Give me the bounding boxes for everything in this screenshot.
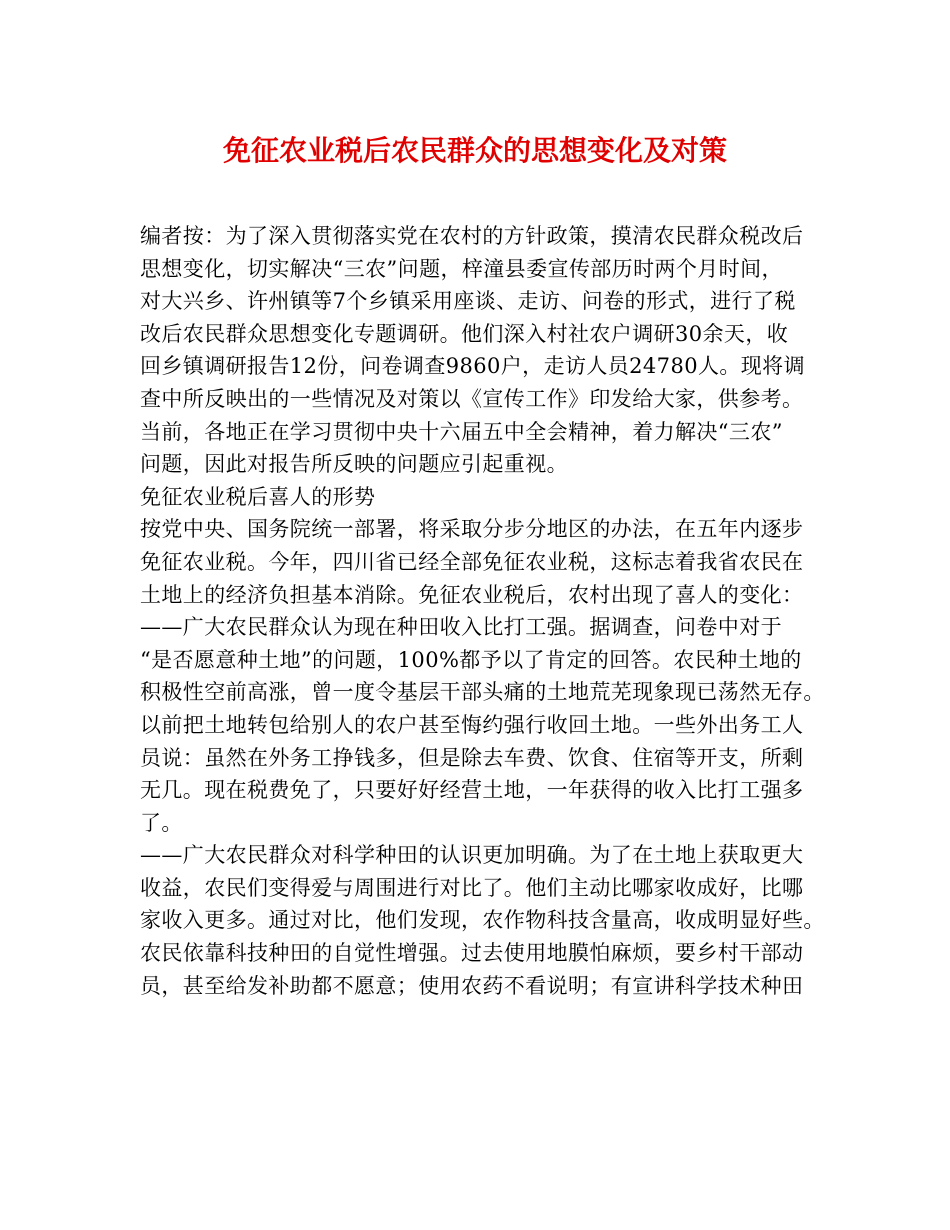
text-line: 改后农民群众思想变化专题调研。他们深入村社农户调研30余天，收 [140,321,789,346]
text-line: 了。 [140,810,183,835]
text-line: 收益，农民们变得爱与周围进行对比了。他们主动比哪家收成好，比哪 [140,875,804,900]
text-line: 员说：虽然在外务工挣钱多，但是除去车费、饮食、住宿等开支，所剩 [140,745,804,770]
page-title: 免征农业税后农民群众的思想变化及对策 [222,134,727,167]
text-line: 农民依靠科技种田的自觉性增强。过去使用地膜怕麻烦，要乡村干部动 [140,941,804,966]
text-line: 编者按：为了深入贯彻落实党在农村的方针政策，摸清农民群众税改后 [140,224,804,248]
text-line: 以前把土地转包给别人的农户甚至悔约强行收回土地。一些外出务工人 [140,712,804,737]
text-line: ——广大农民群众对科学种田的认识更加明确。为了在土地上获取更大 [140,843,804,868]
text-line: 按党中央、国务院统一部署，将采取分步分地区的办法，在五年内逐步 [140,517,804,542]
text-line: 对大兴乡、许州镇等7个乡镇采用座谈、走访、问卷的形式，进行了税 [140,289,796,314]
text-line: 思想变化，切实解决“三农”问题，梓潼县委宣传部历时两个月时间， [140,256,783,281]
text-line: 回乡镇调研报告12份，问卷调查9860户，走访人员24780人。现将调 [140,354,805,379]
text-line: 问题，因此对报告所反映的问题应引起重视。 [140,452,568,477]
text-line: 员，甚至给发补助都不愿意；使用农药不看说明；有宣讲科学技术种田 [140,973,804,998]
document-body [140,220,840,1002]
text-line: 当前，各地正在学习贯彻中央十六届五中全会精神，着力解决“三农” [140,419,783,444]
text-line: ——广大农民群众认为现在种田收入比打工强。据调查，问卷中对于 [140,615,782,640]
text-line: 积极性空前高涨，曾一度令基层干部头痛的土地荒芜现象现已荡然无存。 [140,680,825,705]
text-line: 免征农业税。今年，四川省已经全部免征农业税，这标志着我省农民在 [140,549,804,574]
text-line: 土地上的经济负担基本消除。免征农业税后，农村出现了喜人的变化： [140,582,804,607]
text-line: 查中所反映出的一些情况及对策以《宣传工作》印发给大家，供参考。 [140,386,804,411]
section-heading: 免征农业税后喜人的形势 [140,484,376,509]
text-line: 家收入更多。通过对比，他们发现，农作物科技含量高，收成明显好些。 [140,908,825,933]
text-line: 无几。现在税费免了，只要好好经营土地，一年获得的收入比打工强多 [140,778,804,803]
text-line: “是否愿意种土地”的问题，100%都予以了肯定的回答。农民种土地的 [140,647,802,672]
